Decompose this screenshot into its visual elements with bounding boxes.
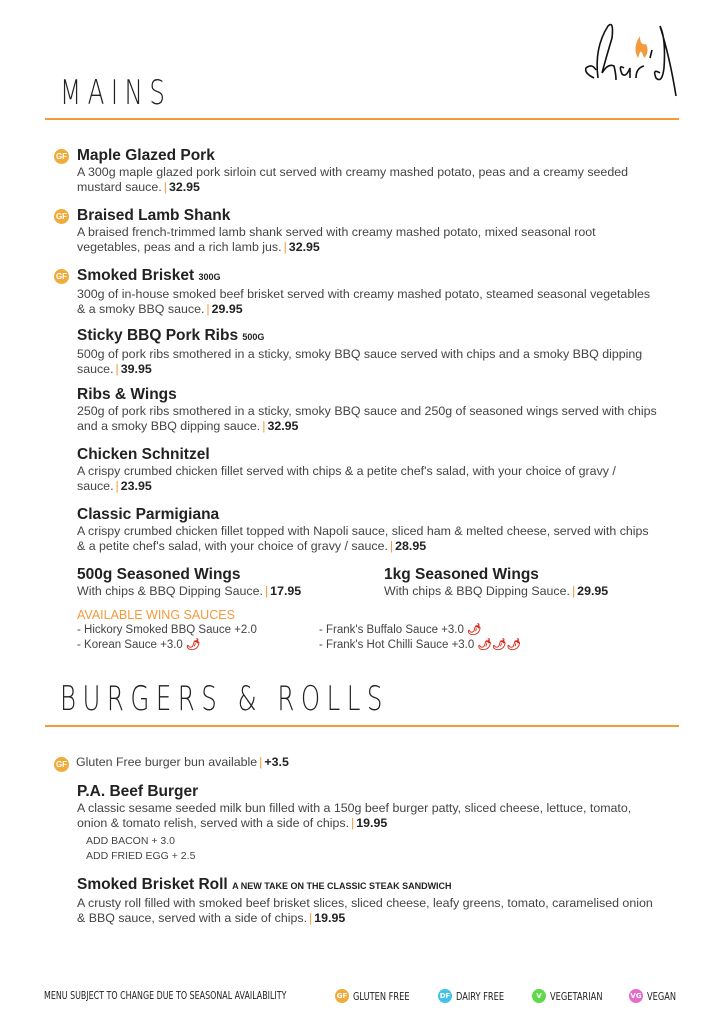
item-desc: With chips & BBQ Dipping Sauce.: [384, 584, 570, 598]
item-name: 500g Seasoned Wings: [77, 566, 241, 583]
gluten-free-badge-icon: GF: [54, 757, 69, 772]
sauce-label: - Hickory Smoked BBQ Sauce +2.0: [77, 624, 257, 636]
chili-icon: 🌶🌶🌶: [477, 638, 522, 651]
note-text: Gluten Free burger bun available: [76, 755, 258, 769]
legend-gluten-free: [335, 989, 428, 1003]
wing-sauces: [77, 608, 537, 651]
item-name: 1kg Seasoned Wings: [384, 566, 539, 583]
sauce-item: [77, 638, 257, 653]
dairy-free-badge-icon: DF: [438, 989, 452, 1003]
menu-item: Sticky BBQ Pork Ribs 500G 500g of pork ribs smothered in a sticky, smoky BBQ sauce served with chips and a smoky BBQ dipping sauce. | 39.95: [77, 327, 643, 377]
legend-label: GLUTEN FREE: [353, 989, 410, 1003]
item-note: A NEW TAKE ON THE CLASSIC STEAK SANDWICH: [232, 881, 452, 891]
sauce-label: - Frank's Hot Chilli Sauce +3.0: [319, 638, 475, 651]
burgers-heading: BURGERS & ROLLS: [60, 679, 389, 719]
item-price: 39.95: [120, 362, 152, 377]
item-desc: A 300g maple glazed pork sirloin cut served with creamy mashed potato, peas and a creamy seeded mustard sauce.: [77, 165, 629, 195]
vegetarian-badge-icon: V: [532, 989, 546, 1003]
item-desc: A crispy crumbed chicken fillet served with chips & a petite chef's salad, with your choice of gravy / sauce.: [77, 464, 616, 494]
gluten-free-badge-icon: GF: [54, 269, 69, 284]
item-desc: 250g of pork ribs smothered in a sticky, smoky BBQ sauce and 250g of seasoned wings served with chips and a smoky BBQ dipping sauce.: [77, 404, 657, 434]
sauce-item: [77, 623, 257, 638]
item-name: Braised Lamb Shank: [77, 207, 231, 224]
item-price: 19.95: [314, 911, 346, 926]
item-name: Smoked Brisket Roll: [77, 876, 228, 893]
legend-vegan: [629, 989, 686, 1003]
item-price: 17.95: [270, 584, 302, 598]
wing-item-1kg: 1kg Seasoned Wings With chips & BBQ Dipping Sauce. | 29.95: [384, 565, 684, 599]
menu-item: Smoked Brisket Roll A NEW TAKE ON THE CLASSIC STEAK SANDWICH A crusty roll filled with smoked beef brisket slices, sliced cheese, leafy greens, tomato, caramelised onion & BBQ sauce, served with a side of chips. | 19.95: [77, 876, 653, 926]
item-price: 29.95: [211, 302, 243, 317]
item-desc: 300g of in-house smoked beef brisket served with creamy mashed potato, steamed seasonal vegetables & a smoky BBQ sauce.: [77, 287, 651, 317]
item-desc: A classic sesame seeded milk bun filled with a 150g beef burger patty, sliced cheese, lettuce, tomato, onion & tomato relish, served with a side of chips.: [77, 801, 632, 831]
gluten-free-badge-icon: GF: [335, 989, 349, 1003]
item-name: Maple Glazed Pork: [77, 147, 215, 164]
chili-icon: 🌶: [186, 638, 201, 651]
item-name: Smoked Brisket: [77, 267, 195, 284]
menu-item: Classic Parmigiana A crispy crumbed chicken fillet topped with Napoli sauce, sliced ham & melted cheese, served with chips & a petite chef's salad, with your choice of gravy / sauce. | 28.95: [77, 506, 649, 554]
menu-item: P.A. Beef Burger A classic sesame seeded milk bun filled with a 150g beef burger patty, sliced cheese, lettuce, tomato, onion & tomato relish, served with a side of chips. | 19.95 ADD BACON + 3.0 ADD FRIED EGG + 2.5: [77, 782, 657, 864]
item-note: 300G: [198, 272, 221, 282]
item-name: Chicken Schnitzel: [77, 446, 210, 463]
menu-item: Ribs & Wings 250g of pork ribs smothered in a sticky, smoky BBQ sauce and 250g of seasoned wings served with chips and a smoky BBQ dipping sauce. | 32.95: [77, 386, 657, 434]
legend-label: VEGAN: [647, 989, 677, 1003]
legend-label: VEGETARIAN: [550, 989, 603, 1003]
menu-item: GF Maple Glazed Pork A 300g maple glazed pork sirloin cut served with creamy mashed potato, peas and a creamy seeded mustard sauce. | 32.95: [55, 147, 629, 195]
item-desc: A crusty roll filled with smoked beef brisket slices, sliced cheese, leafy greens, tomato, caramelised onion & BBQ sauce, served with a side of chips.: [77, 896, 653, 926]
item-price: 32.95: [168, 180, 200, 195]
menu-item: GF Smoked Brisket 300G 300g of in-house smoked beef brisket served with creamy mashed potato, steamed seasonal vegetables & a smoky BBQ sauce. | 29.95: [55, 267, 651, 317]
gf-bun-note: GF Gluten Free burger bun available | +3.5: [77, 755, 657, 770]
legend-vegetarian: [532, 989, 620, 1003]
sauce-label: - Frank's Buffalo Sauce +3.0: [319, 624, 464, 636]
footer: [44, 989, 684, 1005]
item-price: 28.95: [395, 539, 427, 554]
sauce-label: - Korean Sauce +3.0: [77, 638, 183, 651]
item-price: 29.95: [577, 584, 609, 598]
burgers-divider: [45, 725, 679, 727]
footer-note: MENU SUBJECT TO CHANGE DUE TO SEASONAL AVAILABILITY: [44, 989, 287, 1002]
legend-dairy-free: [438, 989, 520, 1003]
item-name: Ribs & Wings: [77, 386, 177, 403]
legend-label: DAIRY FREE: [456, 989, 505, 1003]
logo: [580, 18, 680, 100]
sauce-item: [319, 638, 521, 653]
gluten-free-badge-icon: GF: [54, 149, 69, 164]
wing-item-500g: 500g Seasoned Wings With chips & BBQ Dipping Sauce. | 17.95: [77, 565, 377, 599]
chili-icon: 🌶: [467, 624, 482, 636]
item-name: Sticky BBQ Pork Ribs: [77, 327, 239, 344]
item-name: Classic Parmigiana: [77, 506, 220, 523]
item-price: 32.95: [267, 419, 299, 434]
mains-heading: MAINS: [60, 73, 172, 113]
item-note: 500G: [242, 332, 265, 342]
addon: ADD BACON + 3.0: [86, 834, 175, 847]
menu-item: GF Braised Lamb Shank A braised french-trimmed lamb shank served with creamy mashed potato, mixed seasonal root vegetables, peas and a rich lamb jus. | 32.95: [55, 207, 596, 255]
mains-divider: [45, 118, 679, 120]
menu-item: Chicken Schnitzel A crispy crumbed chicken fillet served with chips & a petite chef's salad, with your choice of gravy / sauce. | 23.95: [77, 446, 616, 494]
gluten-free-badge-icon: GF: [54, 209, 69, 224]
item-price: 32.95: [288, 240, 320, 255]
item-desc: With chips & BBQ Dipping Sauce.: [77, 584, 263, 598]
addon: ADD FRIED EGG + 2.5: [86, 849, 196, 862]
item-price: 19.95: [356, 816, 388, 831]
vegan-badge-icon: VG: [629, 989, 643, 1003]
item-desc: 500g of pork ribs smothered in a sticky, smoky BBQ sauce served with chips and a smoky BBQ dipping sauce.: [77, 347, 643, 377]
wing-sauces-heading: AVAILABLE WING SAUCES: [77, 608, 235, 622]
item-price: 23.95: [120, 479, 152, 494]
sauce-item: [319, 623, 521, 638]
item-name: P.A. Beef Burger: [77, 783, 199, 800]
chard-logo-icon: [580, 18, 680, 100]
note-price: +3.5: [264, 755, 289, 769]
item-desc: A braised french-trimmed lamb shank served with creamy mashed potato, mixed seasonal root vegetables, peas and a rich lamb jus.: [77, 225, 596, 255]
item-desc: A crispy crumbed chicken fillet topped with Napoli sauce, sliced ham & melted cheese, served with chips & a petite chef's salad, with your choice of gravy / sauce.: [77, 524, 649, 554]
